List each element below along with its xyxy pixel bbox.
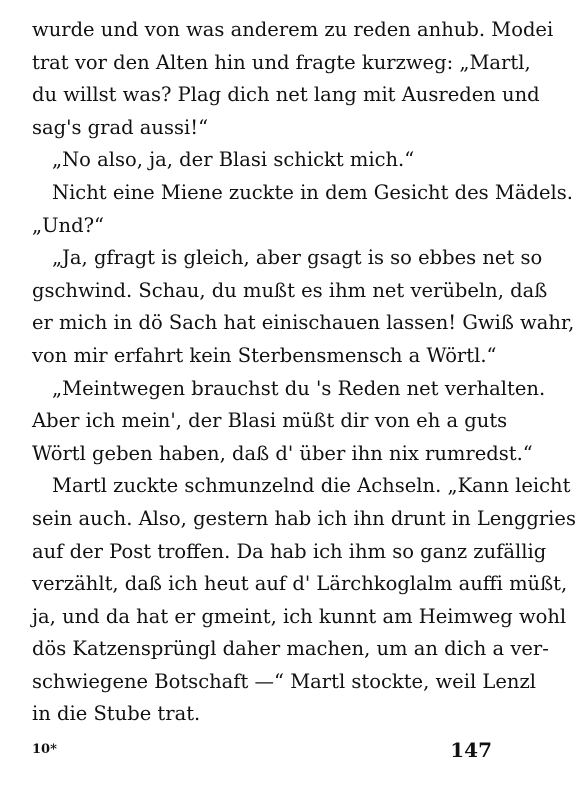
text-line: Wörtl geben haben, daß d' über ihn nix rumredst.“ — [32, 441, 533, 465]
text-line: auf der Post troffen. Da hab ich ihm so ganz zufällig — [32, 539, 547, 563]
text-line: schwiegene Botschaft —“ Martl stockte, weil Lenzl — [32, 669, 536, 693]
text-line: gschwind. Schau, du mußt es ihm net verübeln, daß — [32, 278, 548, 302]
text-line: „Meintwegen brauchst du 's Reden net verhalten. — [52, 376, 546, 400]
text-line: dös Katzensprüngl daher machen, um an dich a ver- — [32, 637, 549, 661]
text-line: er mich in dö Sach hat einischauen lassen! Gwiß wahr, — [32, 311, 575, 335]
text-line: in die Stube trat. — [32, 702, 201, 726]
text-line: „No also, ja, der Blasi schickt mich.“ — [52, 148, 415, 172]
text-line: „Ja, gfragt is gleich, aber gsagt is so ebbes net so — [52, 246, 543, 270]
text-line: sag's grad aussi!“ — [32, 115, 209, 139]
text-line: Aber ich mein', der Blasi müßt dir von eh a guts — [32, 409, 508, 433]
text-line: Nicht eine Miene zuckte in dem Gesicht des Mädels. — [52, 180, 573, 204]
text-line: sein auch. Also, gestern hab ich ihn drunt in Lenggries — [32, 506, 576, 530]
text-line: ja, und da hat er gmeint, ich kunnt am Heimweg wohl — [32, 604, 567, 628]
text-line: Martl zuckte schmunzelnd die Achseln. „Kann leicht — [52, 474, 571, 498]
page-number: 147 — [450, 738, 492, 762]
text-line: du willst was? Plag dich net lang mit Ausreden und — [32, 83, 540, 107]
body-text — [32, 14, 576, 731]
text-line: verzählt, daß ich heut auf d' Lärchkoglalm auffi müßt, — [32, 572, 568, 596]
text-line: wurde und von was anderem zu reden anhub. Modei — [32, 18, 554, 41]
text-line: trat vor den Alten hin und fragte kurzweg: „Martl, — [32, 50, 531, 74]
text-line: von mir erfahrt kein Sterbensmensch a Wörtl.“ — [32, 343, 497, 367]
signature-mark: 10* — [32, 742, 57, 757]
text-line: „Und?“ — [32, 213, 105, 237]
